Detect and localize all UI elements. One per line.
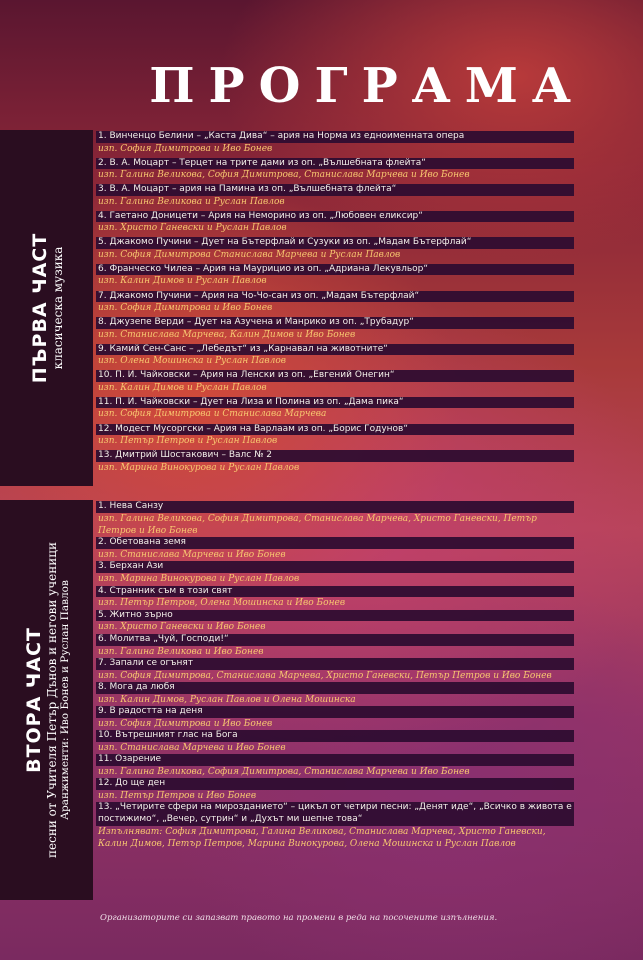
performers: изп. София Димитрова и Станислава Марчева: [98, 409, 327, 420]
disclaimer-note: Организаторите си запазват правото на промени в реда на посочените изпълнения.: [100, 913, 498, 923]
program-item: [96, 344, 574, 371]
performers: изп. Галина Великова, София Димитрова, Станислава Марчева и Иво Бонев: [98, 170, 470, 181]
program-item: [96, 291, 574, 318]
performers: изп. София Димитрова Станислава Марчева и Руслан Павлов: [98, 249, 401, 260]
part2-program-list: [96, 501, 574, 851]
performers: изп. Галина Великова, София Димитрова, Станислава Марчева, Христо Ганевски, Петър Петров и Иво Бонев: [98, 513, 537, 537]
piece-title: 7. Запали се огънят: [96, 658, 574, 670]
program-item: [96, 586, 574, 610]
piece-title: 3. Берхан Ази: [96, 561, 574, 573]
performers: изп. Галина Великова, София Димитрова, Станислава Марчева и Иво Бонев: [98, 767, 470, 778]
program-item: [96, 131, 574, 158]
piece-title: 10. П. И. Чайковски – Ария на Ленски из оп. „Евгений Онегин“: [96, 370, 574, 382]
part1-subtitle: класическа музика: [50, 246, 65, 370]
piece-title: 11. Озарение: [96, 754, 574, 766]
program-item: [96, 634, 574, 658]
performers: изп. Петър Петров и Иво Бонев: [98, 791, 257, 802]
program-item: [96, 397, 574, 424]
part1-sidebar: [0, 130, 93, 486]
program-item: [96, 237, 574, 264]
piece-title: 10. Вътрешният глас на Бога: [96, 730, 574, 742]
piece-title: 4. Гаетано Доницети – Ария на Неморино из оп. „Любовен еликсир“: [96, 211, 574, 223]
performers: изп. Станислава Марчева, Калин Димов и Иво Бонев: [98, 329, 356, 340]
performers: изп. Христо Ганевски и Руслан Павлов: [98, 223, 287, 234]
program-item: [96, 561, 574, 585]
piece-title: 5. Джакомо Пучини – Дует на Бътерфлай и Сузуки из оп. „Мадам Бътерфлай“: [96, 237, 574, 249]
piece-title: 5. Житно зърно: [96, 610, 574, 622]
program-item: [96, 610, 574, 634]
program-item: [96, 682, 574, 706]
part1-title: ПЪРВА ЧАСТ: [28, 232, 51, 384]
performers: изп. Петър Петров, Олена Мошинска и Иво Бонев: [98, 598, 346, 609]
part2-sidebar: [0, 500, 93, 900]
performers: изп. Калин Димов и Руслан Павлов: [98, 382, 267, 393]
program-item: [96, 778, 574, 802]
piece-title: 4. Странник съм в този свят: [96, 586, 574, 598]
performers: изп. Станислава Марчева и Иво Бонев: [98, 550, 286, 561]
piece-title: 11. П. И. Чайковски – Дует на Лиза и Полина из оп. „Дама пика“: [96, 397, 574, 409]
piece-title: 12. Модест Мусоргски – Ария на Варлаам из оп. „Борис Годунов“: [96, 424, 574, 436]
piece-title: 9. Камий Сен-Санс – „Лебедът“ из „Карнавал на животните“: [96, 344, 574, 356]
performers: изп. Марина Винокурова и Руслан Павлов: [98, 574, 300, 585]
part2-title: ВТОРА ЧАСТ: [22, 627, 45, 773]
performers: изп. Станислава Марчева и Иво Бонев: [98, 742, 286, 753]
piece-title: 13. „Четирите сфери на мирозданието“ – цикъл от четири песни: „Денят иде“, „Всичко в живота е постижимо“, „Вечер, сутрин“ и „Духът ми шепне това“: [96, 802, 574, 826]
part2-heading: [23, 542, 71, 858]
program-item: [96, 501, 574, 537]
performers: изп. Петър Петров и Руслан Павлов: [98, 436, 278, 447]
piece-title: 7. Джакомо Пучини – Ария на Чо-Чо-сан из оп. „Мадам Бътерфлай“: [96, 291, 574, 303]
performers: изп. Калин Димов, Руслан Павлов и Олена Мошинска: [98, 694, 356, 705]
program-item: [96, 370, 574, 397]
program-item: [96, 802, 574, 850]
program-item: [96, 658, 574, 682]
program-item: [96, 184, 574, 211]
program-item: [96, 264, 574, 291]
program-item: [96, 754, 574, 778]
performers: изп. Марина Винокурова и Руслан Павлов: [98, 462, 300, 473]
piece-title: 8. Джузепе Верди – Дует на Азучена и Манрико из оп. „Трубадур“: [96, 317, 574, 329]
part1-program-list: [96, 131, 574, 477]
program-item: [96, 158, 574, 185]
program-item: [96, 211, 574, 238]
performers: изп. София Димитрова и Иво Бонев: [98, 143, 273, 154]
performers: изп. София Димитрова и Иво Бонев: [98, 718, 273, 729]
piece-title: 13. Дмитрий Шостакович – Валс № 2: [96, 450, 574, 462]
program-item: [96, 424, 574, 451]
performers: Изпълняват: София Димитрова, Галина Великова, Станислава Марчева, Христо Ганевски, Калин Димов, Петър Петров, Марина Винокурова, Олена Мошинска и Руслан Павлов: [98, 827, 546, 850]
part1-heading: [29, 233, 65, 383]
part2-arrangements: Аранжименти: Иво Бонев и Руслан Павлов: [58, 580, 71, 820]
piece-title: 3. В. А. Моцарт – ария на Памина из оп. „Вълшебната флейта“: [96, 184, 574, 196]
piece-title: 9. В радостта на деня: [96, 706, 574, 718]
performers: изп. Калин Димов и Руслан Павлов: [98, 276, 267, 287]
performers: изп. Галина Великова и Руслан Павлов: [98, 196, 285, 207]
program-item: [96, 537, 574, 561]
performers: изп. Галина Великова и Иво Бонев: [98, 646, 264, 657]
piece-title: 2. В. А. Моцарт – Терцет на трите дами из оп. „Вълшебната флейта“: [96, 158, 574, 170]
piece-title: 2. Обетована земя: [96, 537, 574, 549]
performers: изп. Христо Ганевски и Иво Бонев: [98, 622, 266, 633]
program-item: [96, 450, 574, 477]
piece-title: 1. Нева Санзу: [96, 501, 574, 513]
performers: изп. София Димитрова, Станислава Марчева, Христо Ганевски, Петър Петров и Иво Бонев: [98, 670, 552, 681]
performers: изп. София Димитрова и Иво Бонев: [98, 303, 273, 314]
program-item: [96, 706, 574, 730]
piece-title: 6. Франческо Чилеа – Ария на Маурицио из оп. „Адриана Лекувльор“: [96, 264, 574, 276]
piece-title: 12. До ще ден: [96, 778, 574, 790]
program-item: [96, 730, 574, 754]
piece-title: 8. Мога да любя: [96, 682, 574, 694]
performers: изп. Олена Мошинска и Руслан Павлов: [98, 356, 287, 367]
program-item: [96, 317, 574, 344]
piece-title: 1. Винченцо Белини – „Каста Дива“ – ария на Норма из едноименната опера: [96, 131, 574, 143]
page-title: ПРОГРАМА: [149, 58, 585, 114]
piece-title: 6. Молитва „Чуй, Господи!“: [96, 634, 574, 646]
part2-subtitle: песни от Учителя Петър Дънов и негови ученици: [44, 542, 59, 858]
